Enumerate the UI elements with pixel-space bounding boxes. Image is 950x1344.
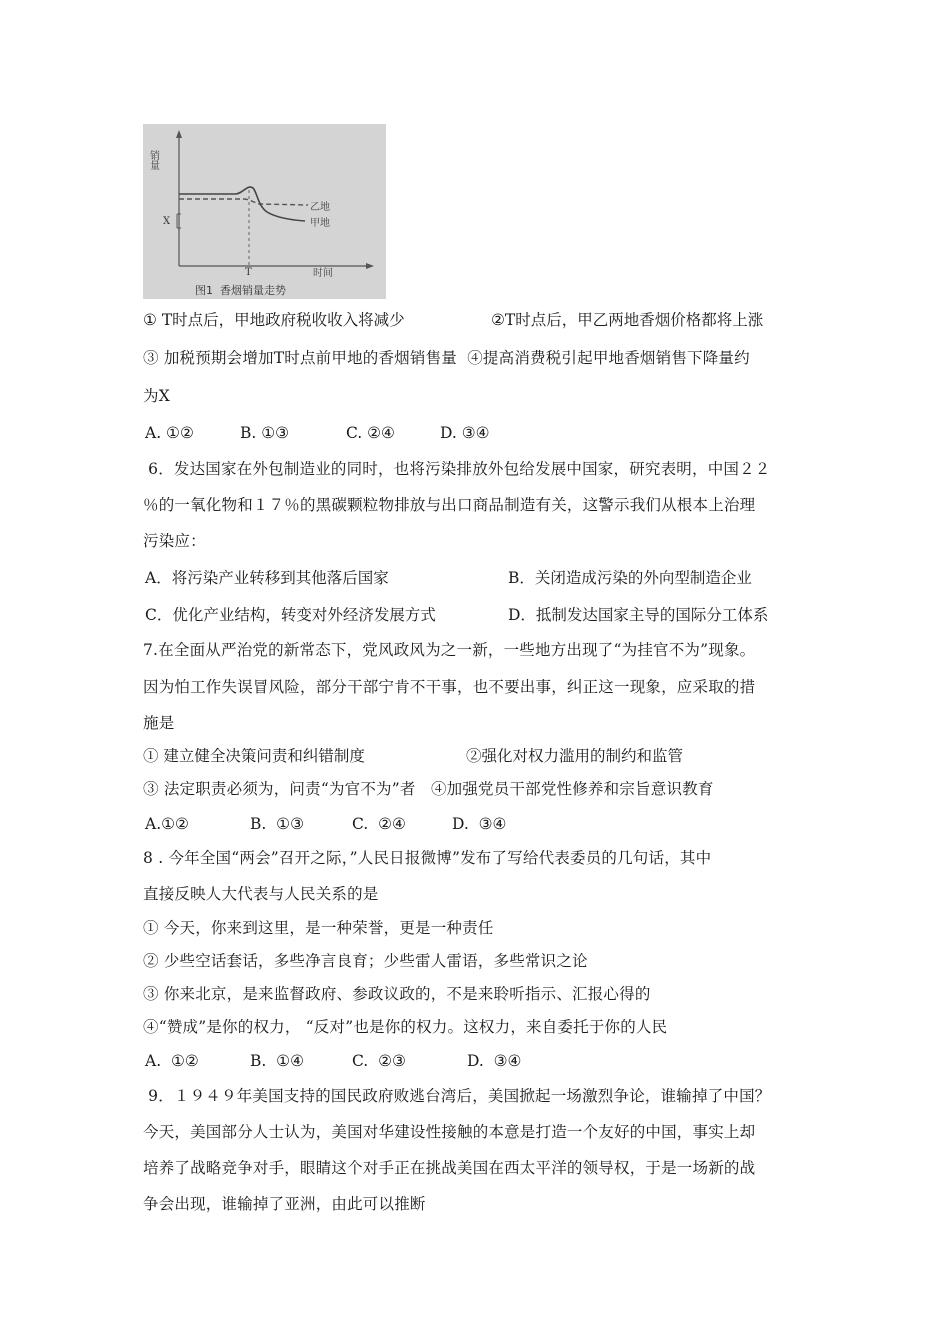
figure-caption: 图1 香烟销量走势	[195, 284, 286, 297]
q6-stem-line-3: 污染应：	[143, 532, 206, 550]
q7-answer-a: A.①②	[145, 815, 189, 833]
q8-answer-d: D. ③④	[467, 1052, 522, 1070]
q6-option-a: A．将污染产业转移到其他落后国家	[145, 569, 389, 587]
q9-stem-line-4: 争会出现，谁输掉了亚洲，由此可以推断	[143, 1195, 426, 1213]
q9-stem-line-1: 9．１９４９年美国支持的国民政府败逃台湾后，美国掀起一场激烈争论，谁输掉了中国？	[143, 1087, 771, 1105]
q8-option-3: ③ 你来北京，是来监督政府、参政议政的，不是来聆听指示、汇报心得的	[143, 985, 651, 1003]
y-axis-label: 销量	[147, 150, 159, 170]
q7-option-3-4: ③ 法定职责必须为，问责“为官不为”者 ④加强党员干部党性修养和宗旨意识教育	[143, 780, 714, 798]
q8-answer-c: C. ②③	[352, 1052, 406, 1070]
t-tick-label: T	[245, 267, 252, 278]
q8-stem-line-2: 直接反映人大代表与人民关系的是	[143, 885, 379, 903]
q6-option-d: D．抵制发达国家主导的国际分工体系	[508, 606, 769, 624]
q8-option-4: ④“赞成”是你的权力， “反对”也是你的权力。这权力，来自委托于你的人民	[143, 1018, 668, 1036]
q8-answer-b: B. ①④	[250, 1052, 304, 1070]
q8-option-1: ① 今天，你来到这里，是一种荣誉，更是一种责任	[143, 919, 494, 937]
q6-stem-line-2: ％的一氧化物和１７％的黑碳颗粒物排放与出口商品制造有关，这警示我们从根本上治理	[143, 496, 756, 514]
q5-answer-d: D. ③④	[440, 424, 490, 442]
series-b-label: 乙地	[310, 202, 330, 213]
sales-trend-chart	[143, 124, 386, 299]
q9-stem-line-3: 培养了战略竞争对手，眼睛这个对手正在挑战美国在西太平洋的领导权，于是一场新的战	[143, 1159, 756, 1177]
q5-answer-b: B. ①③	[240, 424, 290, 442]
q5-answer-c: C. ②④	[346, 424, 395, 442]
q5-option-4-continued: 为X	[143, 387, 170, 405]
q7-answer-d: D. ③④	[452, 815, 507, 833]
q8-option-2: ② 少些空话套话，多些净言良育；少些雷人雷语，多些常识之论	[143, 952, 588, 970]
q5-option-2: ②T时点后，甲乙两地香烟价格都将上涨	[491, 311, 764, 329]
x-marker-label: X	[163, 216, 171, 227]
q6-option-c: C．优化产业结构，转变对外经济发展方式	[145, 606, 436, 624]
q8-stem-line-1: 8 . 今年全国“两会”召开之际，”人民日报微博”发布了写给代表委员的几句话，其中	[143, 849, 712, 867]
sales-trend-figure	[143, 124, 386, 299]
q7-answer-c: C. ②④	[352, 815, 406, 833]
q5-option-1: ① T时点后，甲地政府税收收入将减少	[143, 311, 405, 329]
q7-option-2: ②强化对权力滥用的制约和监管	[466, 747, 684, 765]
q7-answer-b: B. ①③	[250, 815, 304, 833]
q5-option-3-4: ③ 加税预期会增加T时点前甲地的香烟销售量 ④提高消费税引起甲地香烟销售下降量约	[143, 349, 750, 367]
series-a-label: 甲地	[310, 218, 330, 229]
q6-stem-line-1: 6．发达国家在外包制造业的同时，也将污染排放外包给发展中国家，研究表明，中国２２	[143, 460, 771, 478]
q7-stem-line-1: 7.在全面从严治党的新常态下，党风政风为之一新，一些地方出现了“为挂官不为”现象。	[143, 641, 756, 659]
q8-answer-a: A. ①②	[145, 1052, 199, 1070]
q7-stem-line-3: 施是	[143, 714, 175, 732]
q7-stem-line-2: 因为怕工作失误冒风险，部分干部宁肯不干事，也不要出事，纠正这一现象，应采取的措	[143, 678, 756, 696]
q6-option-b: B．关闭造成污染的外向型制造企业	[508, 569, 752, 587]
q7-option-1: ① 建立健全决策问责和纠错制度	[143, 747, 365, 765]
q5-answer-a: A. ①②	[145, 424, 194, 442]
x-axis-label: 时间	[313, 268, 333, 279]
q9-stem-line-2: 今天，美国部分人士认为，美国对华建设性接触的本意是打造一个友好的中国，事实上却	[143, 1123, 756, 1141]
